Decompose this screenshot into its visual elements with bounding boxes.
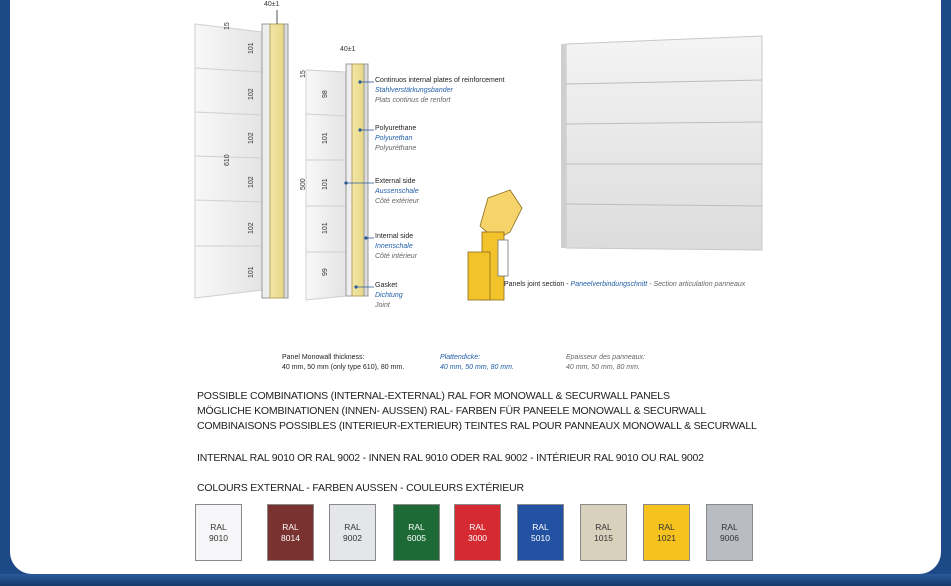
panel-b-core bbox=[346, 64, 368, 296]
panel-a-seg-3: 102 bbox=[248, 132, 255, 144]
panel-a-core bbox=[262, 10, 288, 298]
panel-a-seg-1: 101 bbox=[248, 42, 255, 54]
combos-en: POSSIBLE COMBINATIONS (INTERNAL-EXTERNAL) RAL FOR MONOWALL & SECURWALL PANELS bbox=[197, 390, 670, 402]
panel-b-seg-1: 98 bbox=[322, 90, 329, 98]
panel-b-height: 500 bbox=[300, 178, 307, 190]
combos-fr: COMBINAISONS POSSIBLES (INTERIEUR-EXTERIEUR) TEINTES RAL POUR PANNEAUX MONOWALL & SECURWALL bbox=[197, 420, 757, 432]
panel-a-width: 40±1 bbox=[264, 1, 280, 8]
joint-caption: Panels joint section - Paneelverbindungschnitt - Section articulation panneaux bbox=[504, 281, 746, 288]
panel-b-top-margin: 15 bbox=[300, 70, 307, 78]
panel-a-top-margin: 15 bbox=[224, 22, 231, 30]
panel-b-seg-2: 101 bbox=[322, 132, 329, 144]
catalog-page bbox=[10, 0, 941, 574]
swatch-ral-9010: RAL 9010 bbox=[195, 504, 242, 561]
callout-gasket: Gasket Dichtung Joint bbox=[375, 282, 403, 309]
panel-a-seg-6: 101 bbox=[248, 266, 255, 278]
swatch-ral-1021: RAL 1021 bbox=[643, 504, 690, 561]
callout-reinforcement: Continuos internal plates of reinforcement Stahlverstärkungsbander Plats continus de renfort bbox=[375, 77, 505, 104]
panel-b-seg-4: 101 bbox=[322, 222, 329, 234]
callout-external-side: External side Aussenschale Côté extérieur bbox=[375, 178, 419, 205]
callout-polyurethane: Polyurethane Polyurethan Polyuréthane bbox=[375, 125, 417, 152]
panel-a-seg-2: 102 bbox=[248, 88, 255, 100]
panel-a-seg-5: 102 bbox=[248, 222, 255, 234]
swatch-ral-5010: RAL 5010 bbox=[517, 504, 564, 561]
bottom-frame bbox=[0, 574, 951, 586]
panel-section-drawing bbox=[10, 0, 941, 330]
thickness-de: Plattendicke: 40 mm, 50 mm, 80 mm. bbox=[440, 354, 514, 371]
internal-ral-line: INTERNAL RAL 9010 OR RAL 9002 - INNEN RAL 9010 ODER RAL 9002 - INTÉRIEUR RAL 9010 OU RAL 9002 bbox=[197, 452, 704, 464]
panel-a-height: 610 bbox=[224, 154, 231, 166]
swatch-ral-9002: RAL 9002 bbox=[329, 504, 376, 561]
panel-b-width: 40±1 bbox=[340, 46, 356, 53]
swatch-ral-6005: RAL 6005 bbox=[393, 504, 440, 561]
swatch-ral-8014: RAL 8014 bbox=[267, 504, 314, 561]
swatch-ral-9006: RAL 9006 bbox=[706, 504, 753, 561]
panel-b-seg-3: 101 bbox=[322, 178, 329, 190]
colours-heading: COLOURS EXTERNAL - FARBEN AUSSEN - COULEURS EXTÉRIEUR bbox=[197, 482, 524, 494]
callout-internal-side: Internal side Innenschale Côté intérieur bbox=[375, 233, 418, 260]
thickness-fr: Epaisseur des panneaux: 40 mm, 50 mm, 80 mm. bbox=[566, 354, 645, 371]
panel-b-seg-5: 99 bbox=[322, 268, 329, 276]
swatch-ral-1015: RAL 1015 bbox=[580, 504, 627, 561]
combos-de: MÖGLICHE KOMBINATIONEN (INNEN- AUSSEN) RAL- FARBEN FÜR PANEELE MONOWALL & SECURWALL bbox=[197, 405, 707, 417]
swatch-ral-3000: RAL 3000 bbox=[454, 504, 501, 561]
sectional-door-image bbox=[561, 36, 762, 250]
panel-a-seg-4: 102 bbox=[248, 176, 255, 188]
thickness-en: Panel Monowall thickness: 40 mm, 50 mm (only type 610), 80 mm. bbox=[282, 354, 405, 371]
